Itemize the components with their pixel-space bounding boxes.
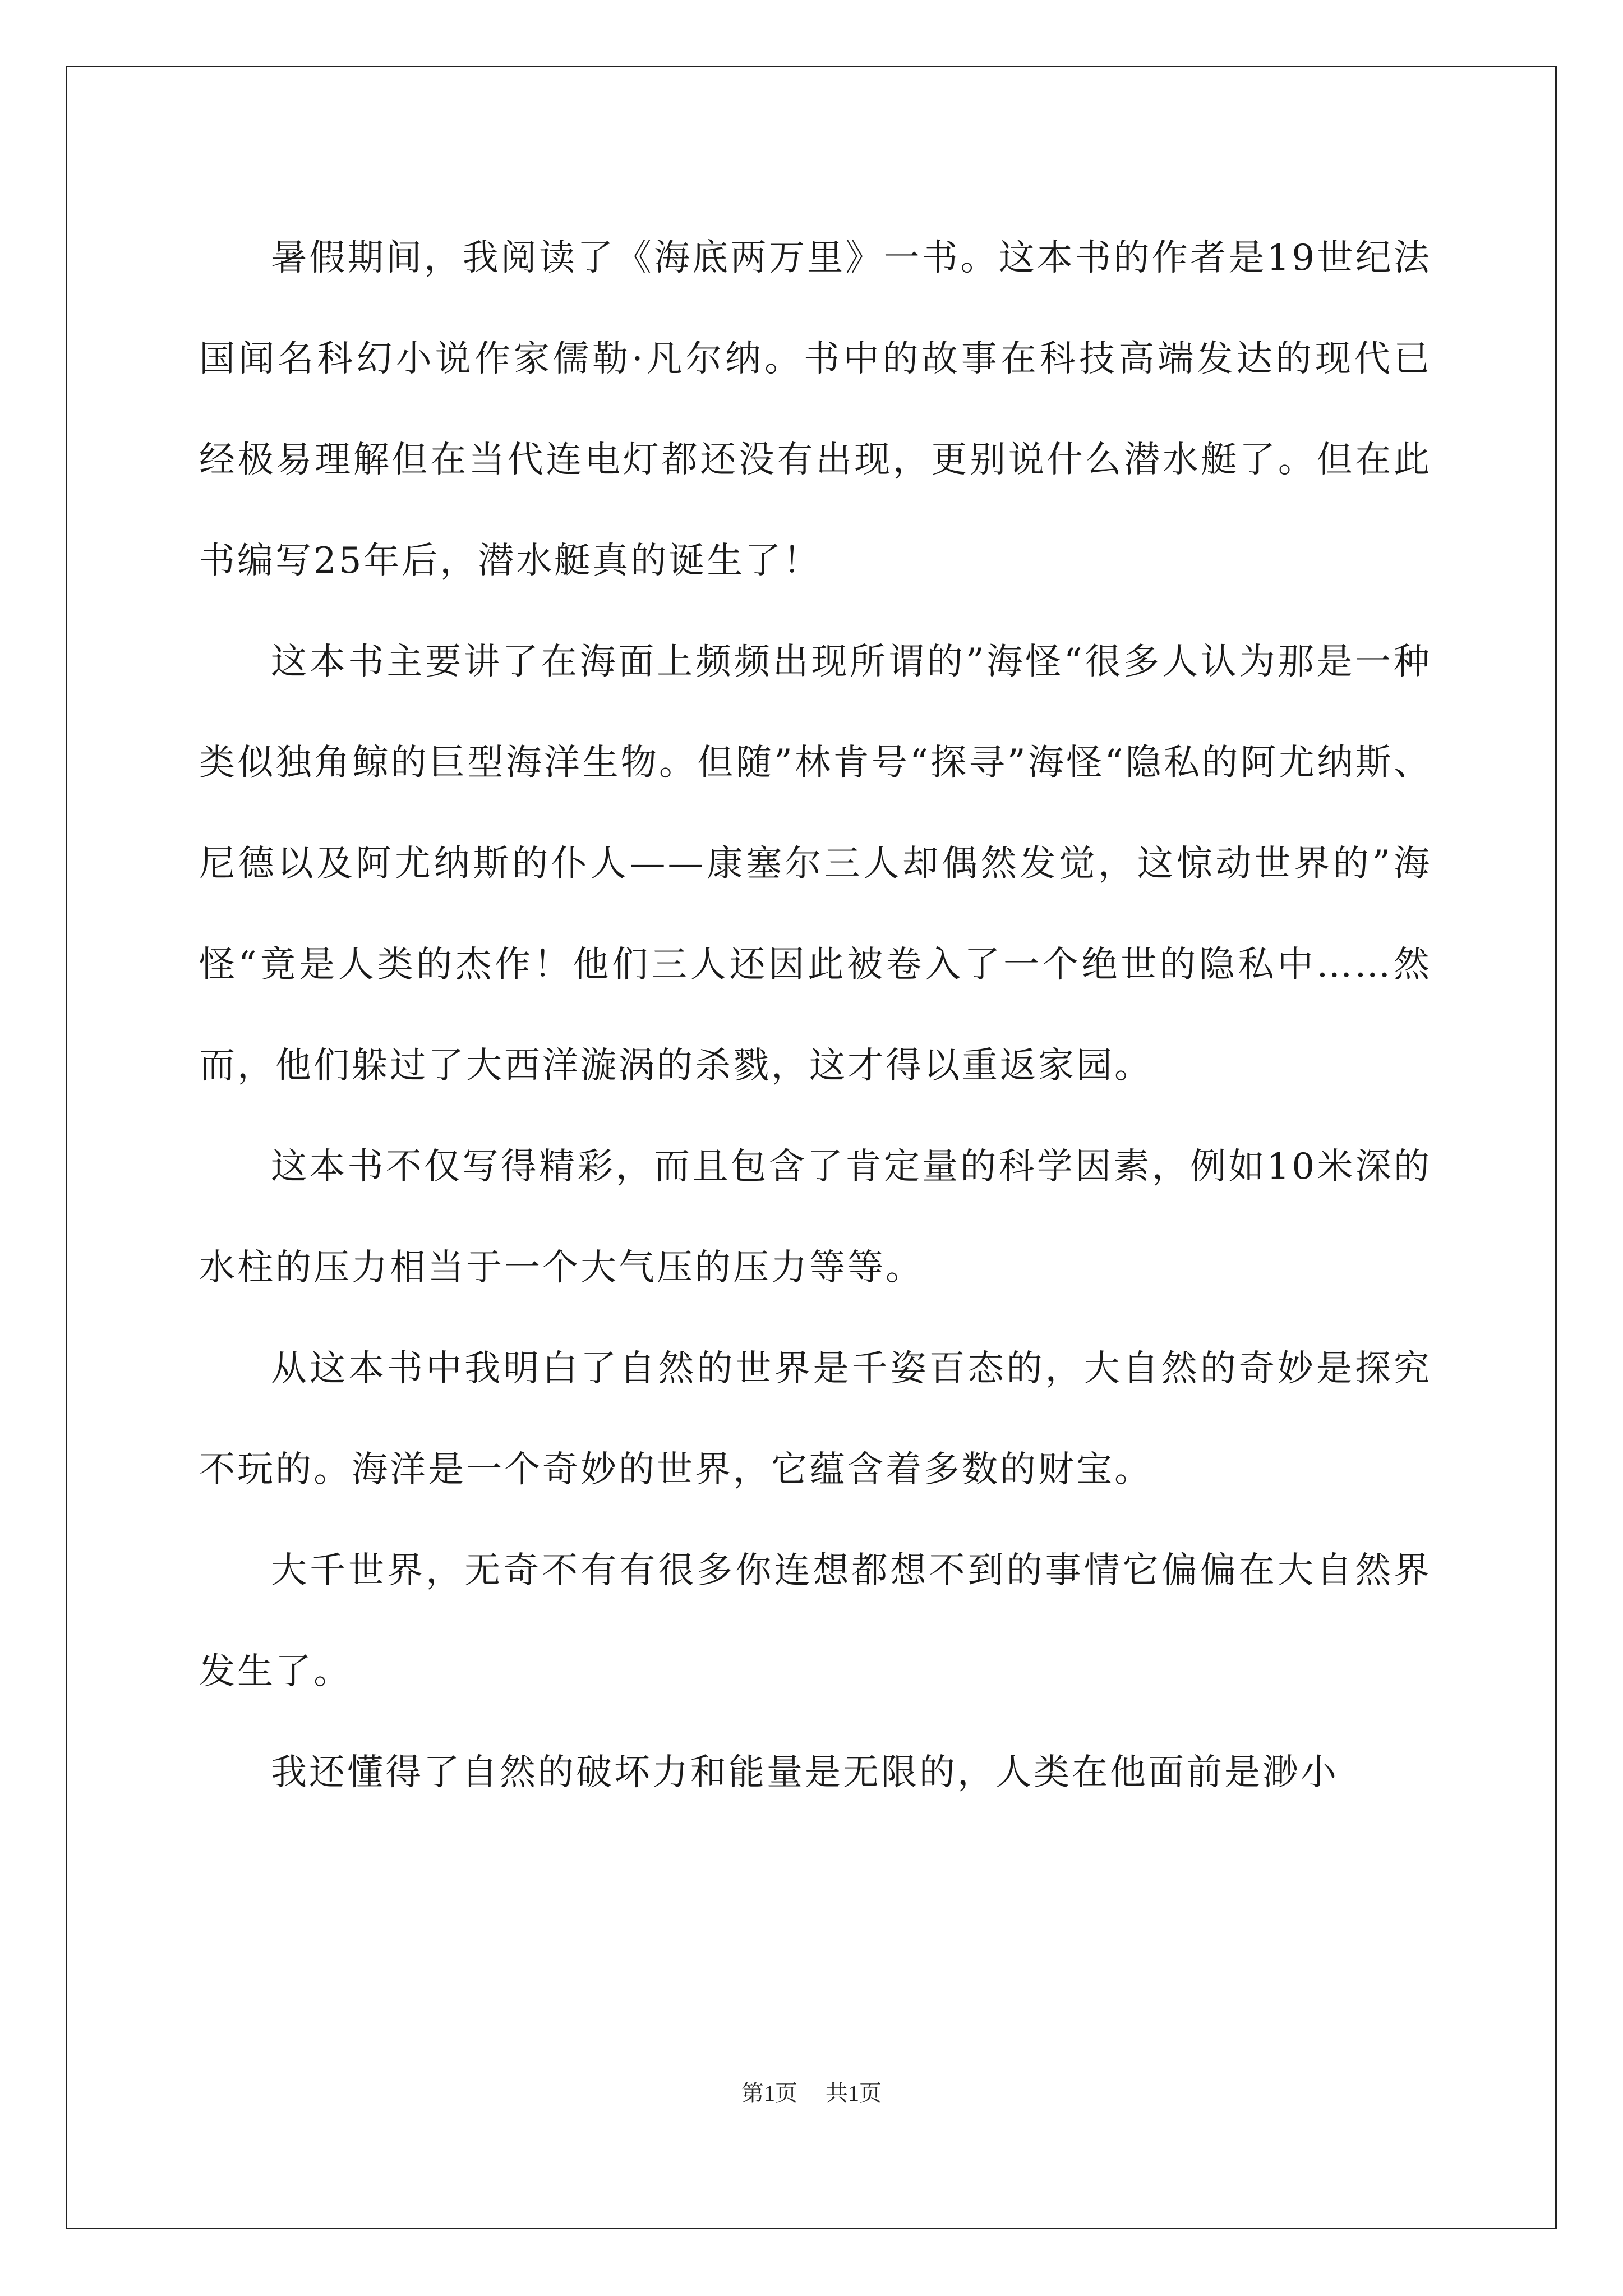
paragraph-1: 暑假期间，我阅读了《海底两万里》一书。这本书的作者是19世纪法国闻名科幻小说作家儒勒·凡尔纳。书中的故事在科技高端发达的现代已经极易理解但在当代连电灯都还没有出现，更别说什么潜水艇了。但在此书编写25年后，潜水艇真的诞生了！ <box>199 237 1432 582</box>
paragraph-2: 这本书主要讲了在海面上频频出现所谓的”海怪“很多人认为那是一种类似独角鲸的巨型海洋生物。但随”林肯号“探寻”海怪“隐私的阿尤纳斯、尼德以及阿尤纳斯的仆人——康塞尔三人却偶然发觉，这惊动世界的”海怪“竟是人类的杰作！他们三人还因此被卷入了一个绝世的隐私中……然而，他们躲过了大西洋漩涡的杀戮，这才得以重返家园。 <box>199 641 1432 1087</box>
paragraph-5: 大千世界，无奇不有有很多你连想都想不到的事情它偏偏在大自然界发生了。 <box>199 1550 1432 1692</box>
paragraph-4: 从这本书中我明白了自然的世界是千姿百态的，大自然的奇妙是探究不玩的。海洋是一个奇妙的世界，它蕴含着多数的财宝。 <box>199 1348 1432 1490</box>
page-number-total: 共1页 <box>826 2081 882 2106</box>
page-footer <box>0 2076 1623 2108</box>
paragraph-3: 这本书不仅写得精彩，而且包含了肯定量的科学因素，例如10米深的水柱的压力相当于一个大气压的压力等等。 <box>199 1146 1432 1289</box>
page-number-current: 第1页 <box>741 2081 797 2106</box>
document-body <box>199 208 1432 1823</box>
paragraph-6: 我还懂得了自然的破坏力和能量是无限的，人类在他面前是渺小 <box>271 1752 1339 1793</box>
